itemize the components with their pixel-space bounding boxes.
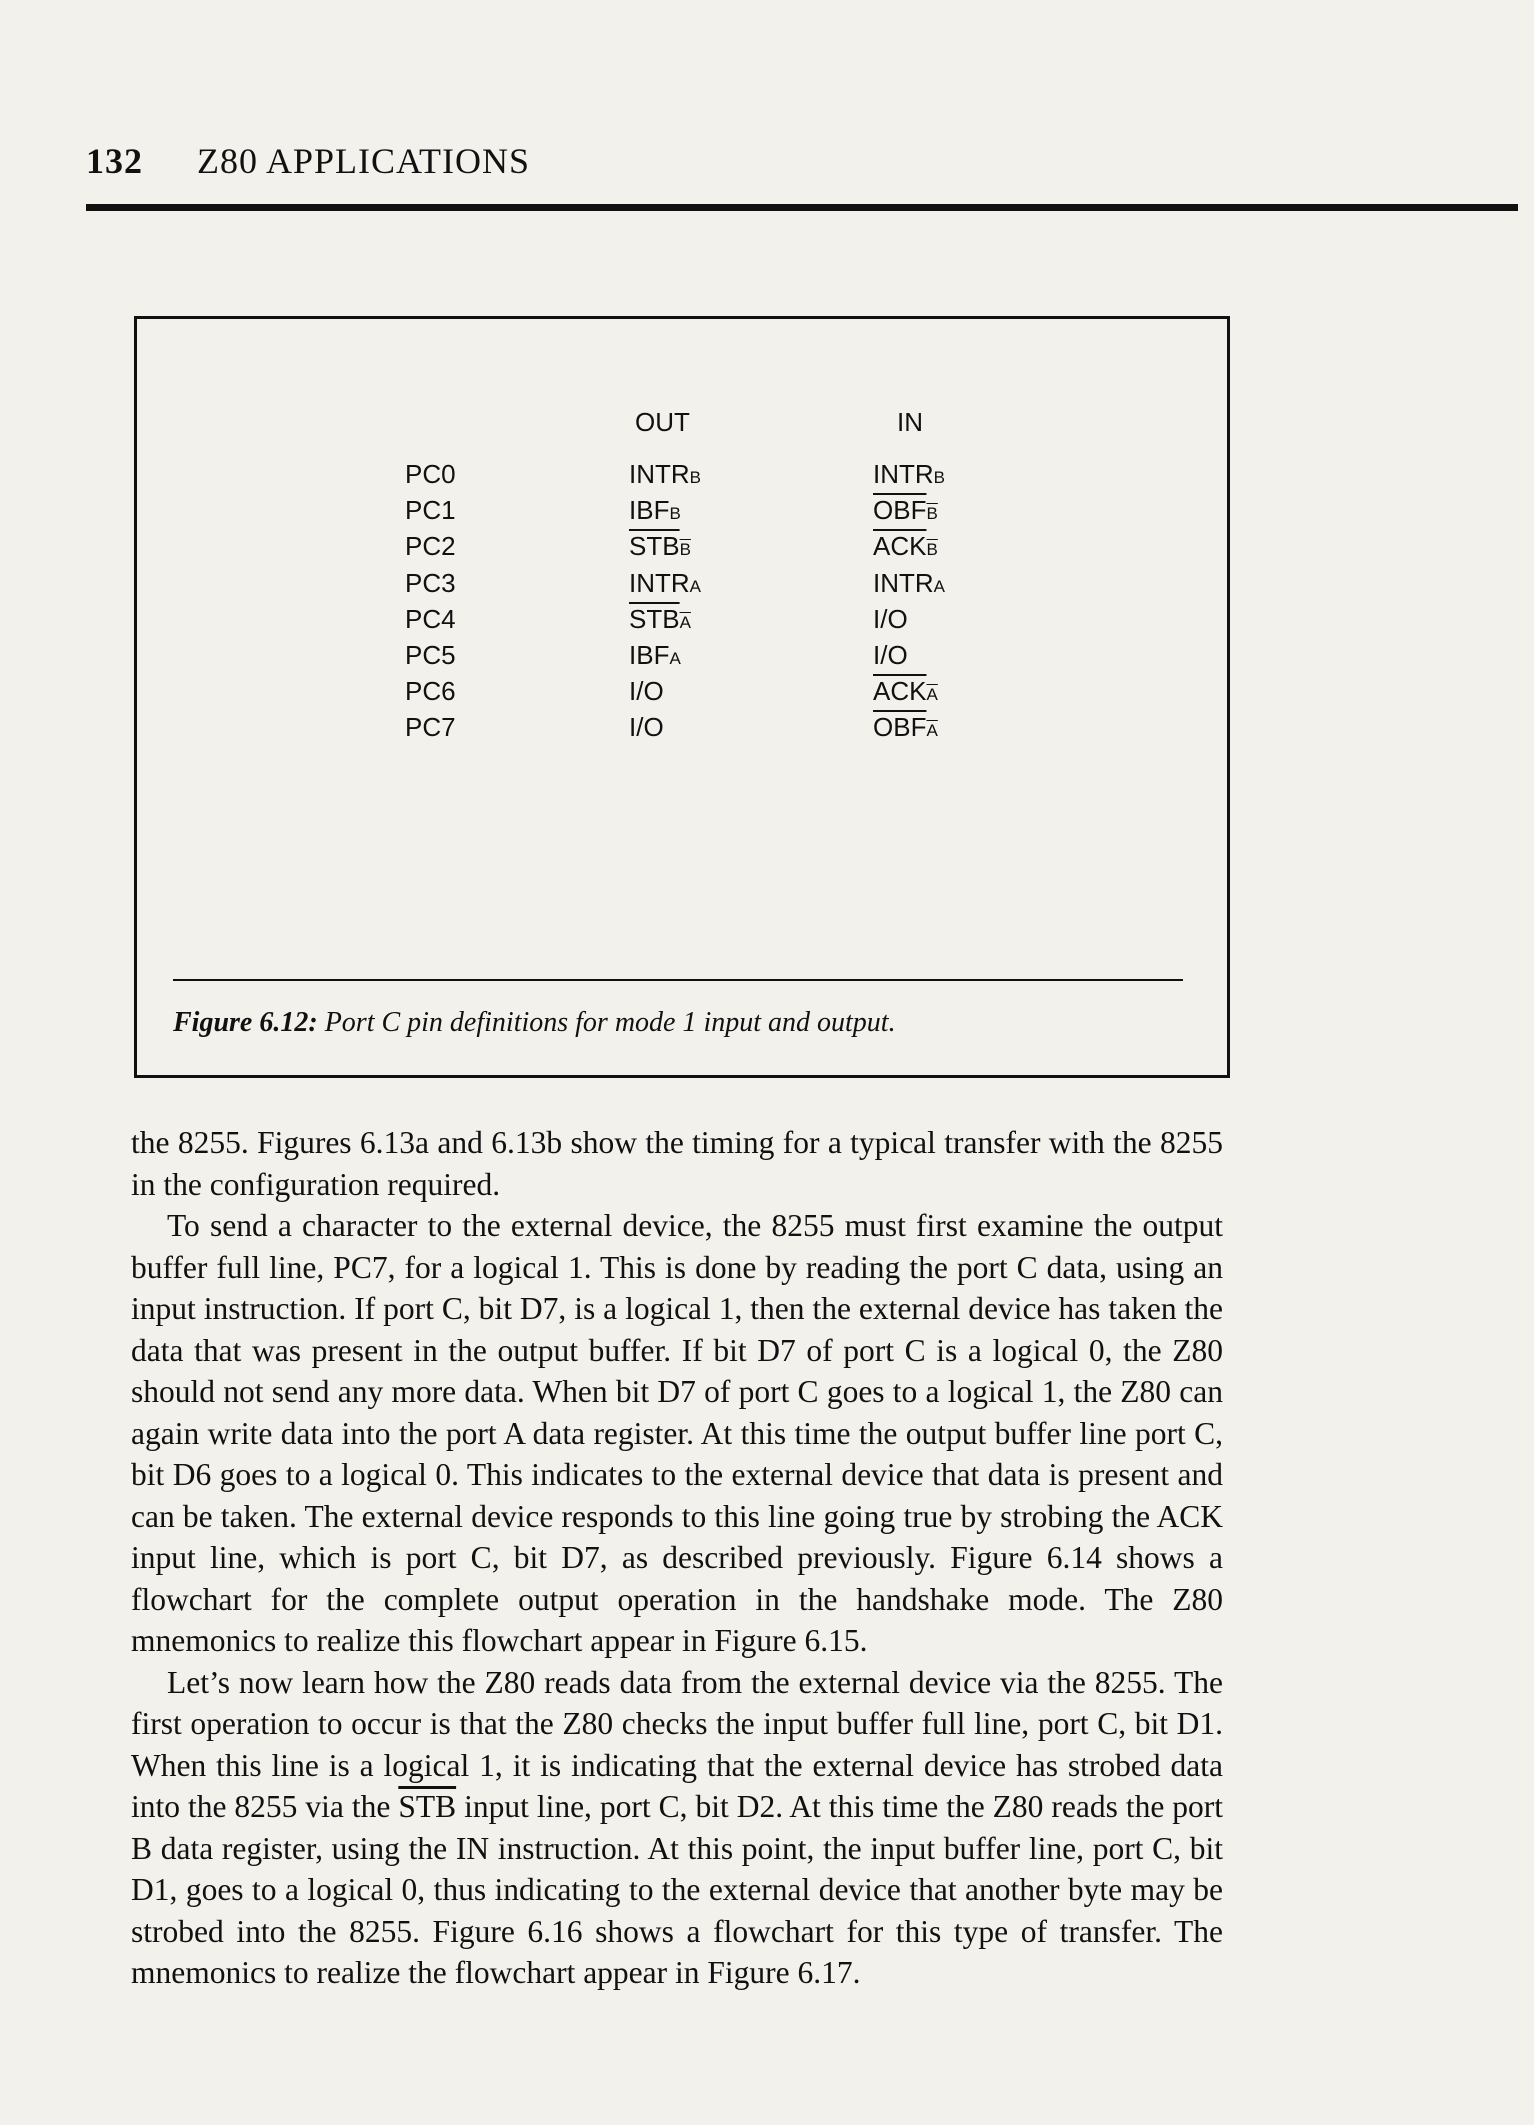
in-signal-label: INTR: [873, 459, 934, 489]
in-signal: [873, 676, 938, 707]
out-signal-label: INTR: [629, 567, 690, 598]
book-title: Z80 APPLICATIONS: [197, 141, 531, 181]
out-signal-label: IBF: [629, 640, 670, 670]
out-signal-subscript: A: [669, 649, 681, 668]
out-signal: [629, 531, 691, 562]
table-row: [137, 640, 1227, 680]
stb-overbar-text: $\overline{STB}$: [398, 1789, 457, 1824]
paragraph-3-part-2: input line, port C, bit D2. At this time the Z80 reads the port B data register, using the IN instruction. At this point, the input buffer line, port C, bit D1, goes to a logical 0, thus indicating to the external device that another byte may be strobed into the 8255. Figure 6.16 shows a flowchart for this type of transfer. The mnemonics to realize the flowchart appear in Figure 6.17.: [131, 1789, 1224, 1990]
pin-name: PC7: [405, 712, 456, 743]
out-signal: [629, 495, 681, 526]
pin-name: PC6: [405, 676, 456, 707]
table-row: [137, 676, 1227, 716]
running-head: [86, 140, 530, 182]
table-row: [137, 495, 1227, 535]
in-signal-subscript: $\overline{B}$: [926, 540, 938, 560]
column-header-in: IN: [897, 407, 923, 437]
in-signal-label: I/O: [873, 603, 908, 634]
in-signal: [873, 604, 908, 635]
in-signal: [873, 459, 945, 490]
in-signal-label: $\overline{OBF}$: [873, 495, 927, 526]
out-signal: [629, 640, 681, 671]
in-signal-label: $\overline{ACK}$: [873, 676, 927, 707]
page-number: 132: [86, 141, 143, 181]
pin-name: PC0: [405, 459, 456, 489]
out-signal: [629, 568, 701, 599]
paragraph-3: [131, 1662, 1223, 1994]
figure-6-12: [134, 316, 1230, 1078]
pin-name: PC3: [405, 567, 456, 598]
out-signal: [629, 676, 664, 707]
out-signal-label: I/O: [629, 676, 664, 707]
out-signal-subscript: B: [669, 504, 681, 524]
table-row: [137, 712, 1227, 752]
caption-text: Port C pin definitions for mode 1 input and output.: [324, 1007, 896, 1038]
paragraph-1: the 8255. Figures 6.13a and 6.13b show the timing for a typical transfer with the 8255 in the configuration required.: [131, 1125, 1223, 1202]
in-signal-subscript: B: [933, 468, 946, 487]
figure-caption: [173, 1007, 896, 1039]
paragraph-2: To send a character to the external device, the 8255 must first examine the output buffer full line, PC7, for a logical 1. This is done by reading the port C data, using an input instruction. If port C, bit D7, is a logical 1, then the external device has taken the data that was present in the output buffer. If bit D7 of port C is a logical 0, the Z80 should not send any more data. When bit D7 of port C goes to a logical 1, the Z80 can again write data into the port A data register. At this time the output buffer line port C, bit D6 goes to a logical 0. This indicates to the external device that data is present and can be taken. The external device responds to this line going true by strobing the ACK input line, which is port C, bit D7, as described previously. Figure 6.14 shows a flowchart for the complete output operation in the handshake mode. The Z80 mnemonics to realize this flowchart appear in Figure 6.15.: [131, 1208, 1223, 1658]
out-signal-label: IBF: [629, 495, 670, 526]
in-signal-subscript: $\overline{A}$: [926, 685, 938, 705]
in-signal-label: $\overline{OBF}$: [873, 712, 927, 743]
out-signal: [629, 459, 701, 490]
paragraph-3-part-1: Let’s now learn how the Z80 reads data from the external device via the 8255. The first operation to occur is that the Z80 checks the input buffer full line, port C, bit D1. When this line is a logical 1, it is indicating that the external device has strobed data into the 8255 via the: [131, 1664, 1223, 1824]
out-signal-subscript: A: [689, 576, 702, 596]
out-signal-subscript: $\overline{B}$: [679, 540, 691, 560]
out-signal-subscript: $\overline{A}$: [679, 612, 691, 632]
in-signal-subscript: $\overline{A}$: [926, 721, 938, 741]
table-row: [137, 531, 1227, 571]
out-signal-subscript: B: [689, 468, 702, 487]
out-signal-label: I/O: [629, 712, 664, 743]
in-signal: [873, 640, 908, 671]
pin-name: PC2: [405, 531, 456, 562]
in-signal-label: $\overline{ACK}$: [873, 531, 927, 562]
out-signal: [629, 604, 691, 635]
table-row: [137, 568, 1227, 608]
caption-label: Figure 6.12:: [173, 1007, 318, 1038]
in-signal-subscript: $\overline{B}$: [926, 504, 938, 524]
header-rule: [86, 204, 1518, 211]
out-signal: [629, 712, 664, 743]
in-signal-subscript: A: [933, 576, 946, 596]
table-row: [137, 604, 1227, 644]
column-header-out: OUT: [635, 407, 690, 437]
in-signal: [873, 531, 938, 562]
in-signal-label: I/O: [873, 640, 908, 670]
in-signal: [873, 712, 938, 743]
table-row: [137, 459, 1227, 499]
in-signal-label: INTR: [873, 567, 934, 598]
out-signal-label: $\overline{STB}$: [629, 603, 680, 634]
in-signal: [873, 568, 945, 599]
pin-name: PC1: [405, 495, 456, 526]
pin-name: PC4: [405, 603, 456, 634]
out-signal-label: $\overline{STB}$: [629, 531, 680, 562]
pin-name: PC5: [405, 640, 456, 670]
body-text: [131, 1122, 1223, 1994]
out-signal-label: INTR: [629, 459, 690, 489]
in-signal: [873, 495, 938, 526]
caption-rule: [173, 979, 1183, 981]
